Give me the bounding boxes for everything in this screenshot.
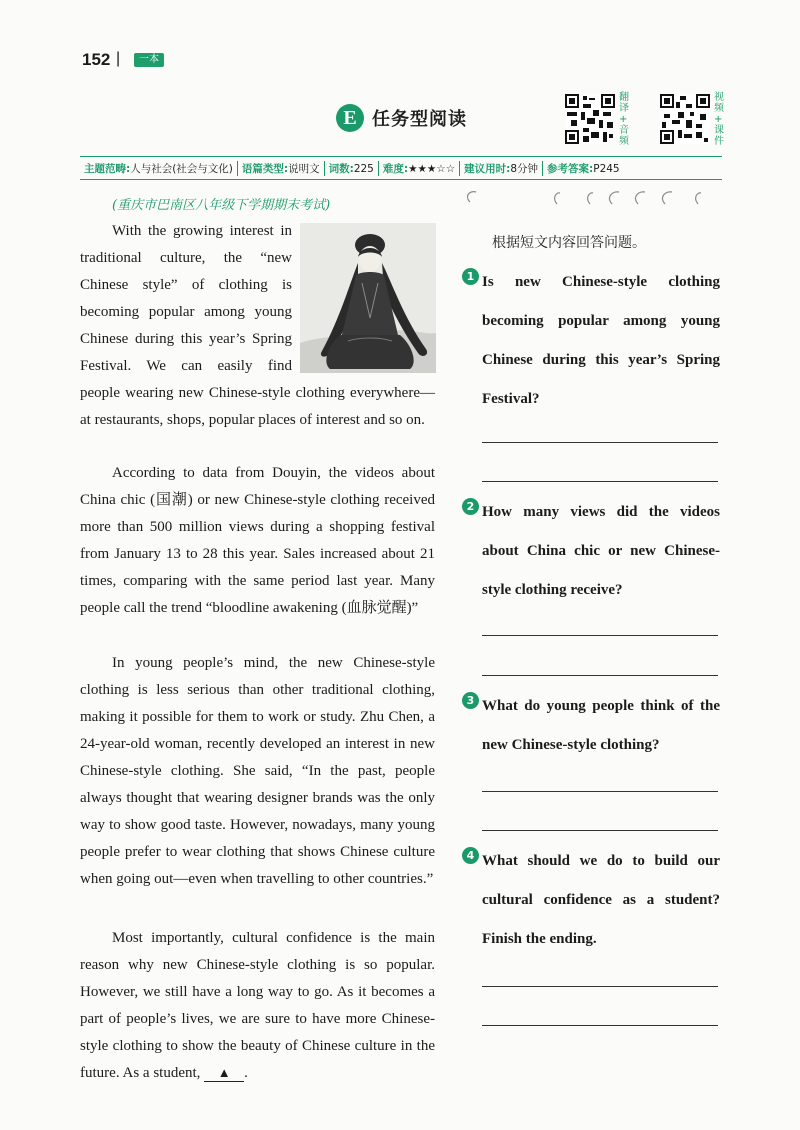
qr-code-translation-audio[interactable] xyxy=(565,94,615,144)
question-text: What should we do to build our cultural confidence as a student? Finish the ending. xyxy=(482,853,720,947)
question-4 xyxy=(462,842,720,959)
section-letter-badge: E xyxy=(336,104,364,132)
passage-paragraph-2: According to data from Douyin, the videos about China chic (国潮) or new Chinese-style clothing received more than 500 million views during a shopping festival from January 13 to 28 this year. Sales increased about 21 times, comparing with the same period last year. Many people call the trend “bloodline awakening (血脉觉醒)” xyxy=(80,465,435,616)
section-title-text: 任务型阅读 xyxy=(372,109,467,130)
question-number-badge: 2 xyxy=(462,498,479,515)
answer-line-3b[interactable] xyxy=(482,830,718,831)
passage-paragraph-4: Most importantly, cultural confidence is the main reason why new Chinese-style clothing is so popular. However, we still have a long way to go. As it becomes a part of people’s lives, we are sure to have more Chinese-style clothing to show the beauty of Chinese culture in the future. As a student, ▲ . xyxy=(80,930,435,1081)
passage-paragraph-1: With the growing interest in traditional culture, the “new Chinese style” of clothing is becoming popular among young Chinese during this year’s Spring Festival. We can easily find people wearing new Chinese-style clothing everywhere—at restaurants, shops, popular places of interest and so on. xyxy=(80,223,435,428)
question-1 xyxy=(462,263,720,419)
question-text: What do young people think of the new Chinese-style clothing? xyxy=(482,698,720,753)
question-number-badge: 4 xyxy=(462,847,479,864)
answer-line-4a[interactable] xyxy=(482,986,718,987)
question-text: Is new Chinese-style clothing becoming popular among young Chinese during this year’s Spring Festival? xyxy=(482,274,720,407)
passage-paragraph-3: In young people’s mind, the new Chinese-style clothing is less serious than other traditional clothing, making it possible for them to work or study. Zhu Chen, a 24-year-old woman, recently developed an interest in new Chinese-style clothing. She said, “In the past, people always thought that wearing designer brands was the only way to show good taste. However, nowadays, many young people prefer to wear clothing that shows Chinese culture when going out—even when travelling to other countries.” xyxy=(80,655,435,887)
question-2 xyxy=(462,493,720,610)
question-text: How many views did the videos about China chic or new Chinese-style clothing receive? xyxy=(482,504,720,598)
page-separator: | xyxy=(116,50,121,67)
passage-source: (重庆市巴南区八年级下学期期末考试) xyxy=(112,198,331,213)
info-word-count: 词数:225 xyxy=(325,161,379,176)
answer-line-4b[interactable] xyxy=(482,1025,718,1026)
qr-code-video-courseware[interactable] xyxy=(660,94,710,144)
info-bar xyxy=(80,156,722,180)
qr-caption-1: 翻 译 + 音 频 xyxy=(619,92,629,147)
answer-line-3a[interactable] xyxy=(482,791,718,792)
answer-line-1b[interactable] xyxy=(482,481,718,482)
answer-line-2b[interactable] xyxy=(482,675,718,676)
book-tag-logo: 一本 xyxy=(134,53,164,67)
page-number: 152 xyxy=(82,50,111,69)
section-title xyxy=(336,104,467,132)
info-answer-ref: 参考答案:P245 xyxy=(547,162,620,175)
qr-caption-2: 视 频 + 课 件 xyxy=(714,92,724,147)
info-text-type: 语篇类型:说明文 xyxy=(238,161,325,176)
question-number-badge: 3 xyxy=(462,692,479,709)
info-topic: 主题范畴:人与社会(社会与文化) xyxy=(80,161,238,176)
blank-field[interactable]: ▲ xyxy=(204,1065,244,1082)
answer-line-2a[interactable] xyxy=(482,635,718,636)
decorative-curls-icon xyxy=(462,188,722,208)
info-difficulty: 难度:★★★☆☆ xyxy=(379,161,460,176)
info-time: 建议用时:8分钟 xyxy=(460,161,543,176)
question-3 xyxy=(462,687,720,765)
question-number-badge: 1 xyxy=(462,268,479,285)
answer-line-1a[interactable] xyxy=(482,442,718,443)
task-instruction: 根据短文内容回答问题。 xyxy=(492,235,646,251)
